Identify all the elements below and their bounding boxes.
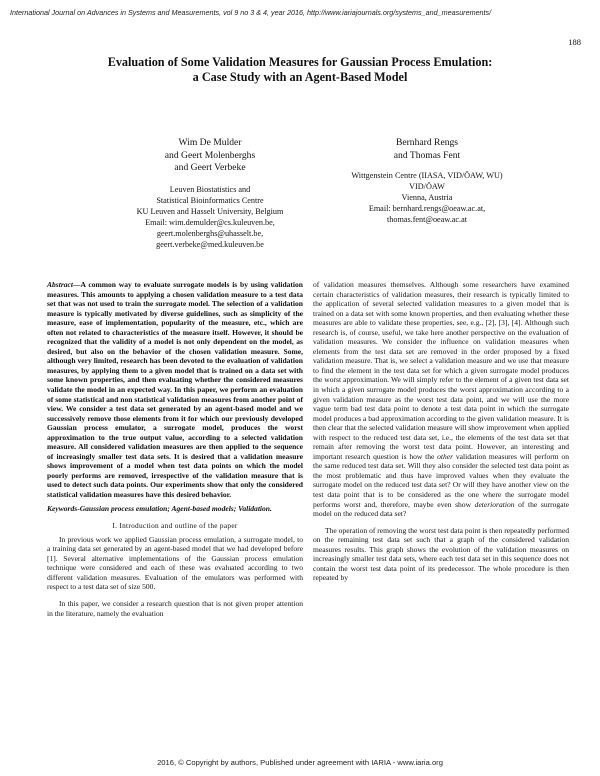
copyright-footer: 2016, © Copyright by authors, Published under agreement with IARIA - www.iaria.org bbox=[157, 758, 443, 767]
left-author-block bbox=[95, 137, 325, 250]
affiliation-line: VID/ÖAW bbox=[409, 182, 445, 191]
left-affiliation bbox=[95, 184, 325, 250]
affiliation-line: geert.molenberghs@uhasselt.be, bbox=[156, 228, 264, 238]
affiliation-line: KU Leuven and Hasselt University, Belgium bbox=[136, 206, 284, 216]
affiliation-line: Email: wim.demulder@cs.kuleuven.be, bbox=[145, 217, 275, 227]
affiliation-line: Leuven Biostatistics and bbox=[169, 184, 251, 194]
affiliation-line: geert.verbeke@med.kuleuven.be bbox=[156, 239, 264, 249]
intro-paragraph: In this paper, we consider a research question that is not given proper attention in the literature, namely the evaluation bbox=[47, 598, 303, 618]
abstract bbox=[47, 280, 303, 500]
emphasis-text: other bbox=[437, 451, 454, 461]
left-authors bbox=[95, 137, 325, 175]
affiliation-line: Wittgenstein Centre (IIASA, VID/ÖAW, WU) bbox=[351, 171, 503, 180]
keywords-text: Gaussian process emulation; Agent-based models; Validation. bbox=[79, 503, 272, 513]
section-heading: I. Introduction and outline of the paper bbox=[112, 521, 238, 531]
abstract-label: Abstract— bbox=[47, 280, 81, 289]
body-paragraph bbox=[313, 280, 569, 519]
author-name: and Geert Molenberghs bbox=[164, 149, 256, 161]
emphasis-text: deterioration bbox=[474, 499, 515, 509]
body-text: of validation measures themselves. Although some researchers have examined certain characteristics of validation measures, their research is typically limited to the application of several selected validation measures to a given model that is trained on a data set with some known properties, and then evaluating whether these measures are able to validate these properties, see, e.g., [2], [3], [4]. Although such research is, of course, useful, we take here another perspective on the evaluation of validation measures. We consider the influence on validation measures when elements from the test data set are removed in the order proposed by a fixed validation measure. That is, we select a validation measure and we use that measure to find the element in the test data set for which a given surrogate model produces the worst approximation. We will simply refer to the element of a given test data set in which a given surrogate model produces the worst approximation according to a given validation measure as the worst test data point, and we will use the more vague term bad test data point to denote a test data point in which the surrogate model produces a bad approximation according to the given validation measure. It is then clear that the selected validation measure will show improvement when applied with respect to the reduced test data set, i.e., the elements of the test data set that remain after removing the worst test data point. However, an interesting and important research question is how the bbox=[313, 280, 569, 461]
right-column bbox=[313, 280, 569, 583]
title-line-1: Evaluation of Some Validation Measures for Gaussian Process Emulation: bbox=[107, 55, 493, 69]
author-name: and Geert Verbeke bbox=[174, 162, 246, 173]
left-column bbox=[47, 280, 303, 618]
author-name: and Thomas Fent bbox=[393, 149, 461, 161]
author-name: Bernhard Rengs bbox=[395, 137, 459, 148]
keywords bbox=[47, 504, 303, 514]
affiliation-line: Email: bernhard.rengs@oeaw.ac.at, bbox=[368, 204, 486, 213]
right-affiliation bbox=[312, 170, 542, 225]
body-text: validation measures will perform on the same reduced test data set. Will they also consider the selected test data point as the most problematic and thus have improved values when they evaluate the surrogate model on the reduced test data set? Or will they have another view on the test data point that is to be considered as the one where the surrogate model performs worst and, therefore, maybe even show bbox=[313, 451, 569, 509]
page-number: 188 bbox=[568, 37, 581, 47]
keywords-label: Keywords- bbox=[47, 503, 80, 513]
journal-header: International Journal on Advances in Systems and Measurements, vol 9 no 3 & 4, year 2016, http://www.iariajournals.org/systems_and_measurements/ bbox=[10, 8, 492, 17]
body-paragraph: The operation of removing the worst test data point is then repeatedly performed on the remaining test data set such that a graph of the considered validation measures results. This graph shows the evolution of the validation measures on increasingly smaller test data sets, where each test data set in this sequence does not contain the worst test data point of its predecessor. The whole procedure is then repeated by bbox=[313, 525, 569, 583]
affiliation-line: thomas.fent@oeaw.ac.at bbox=[387, 215, 467, 224]
body-text: of the surrogate model on the reduced data set? bbox=[313, 499, 569, 519]
author-name: Wim De Mulder bbox=[178, 137, 242, 148]
paper-title bbox=[40, 55, 560, 85]
affiliation-line: Statistical Bioinformatics Centre bbox=[156, 195, 264, 205]
right-authors bbox=[312, 137, 542, 162]
right-author-block bbox=[312, 137, 542, 225]
abstract-text: A common way to evaluate surrogate models is by using validation measures. This amounts to applying a chosen validation measure to a test data set that was not used to train the surrogate model. The selection of a validation measure is typically motivated by diverse guidelines, such as simplicity of the measure, ease of implementation, popularity of the measure, etc., which are often not related to characteristics of the measure itself. However, it should be recognized that the validity of a model is not only dependent on the model, as desired, but also on the behavior of the chosen validation measure. Some, although very limited, research has been devoted to the evaluation of validation measures, by applying them to a given model that is trained on a data set with some known properties, and then evaluating whether the considered measures validate the model in an expected way. In this paper, we perform an evaluation of some statistical and non statistical validation measures from another point of view. We consider a test data set generated by an agent-based model and we successively remove those elements from it for which our previously developed Gaussian process emulator, a surrogate model, produces the worst approximation to the true output value, according to a selected validation measure. All considered validation measures are then applied to the sequence of increasingly smaller test data sets. It is desired that a validation measure shows improvement of a model when test data points on which the model poorly performs are removed, irrespective of the validation measure that is used to detect such data points. Our experiments show that only the considered statistical validation measures have this desired behavior. bbox=[47, 280, 303, 500]
intro-paragraph: In previous work we applied Gaussian process emulation, a surrogate model, to a training data set generated by an agent-based model that we had developed before [1]. Several alternative implementations of the Gaussian process emulation technique were considered and each of these was evaluated according to two different validation measures. Evaluation of the emulators was performed with respect to a test data set of size 500. bbox=[47, 534, 303, 592]
affiliation-line: Vienna, Austria bbox=[401, 193, 453, 202]
title-line-2: a Case Study with an Agent-Based Model bbox=[192, 70, 408, 84]
